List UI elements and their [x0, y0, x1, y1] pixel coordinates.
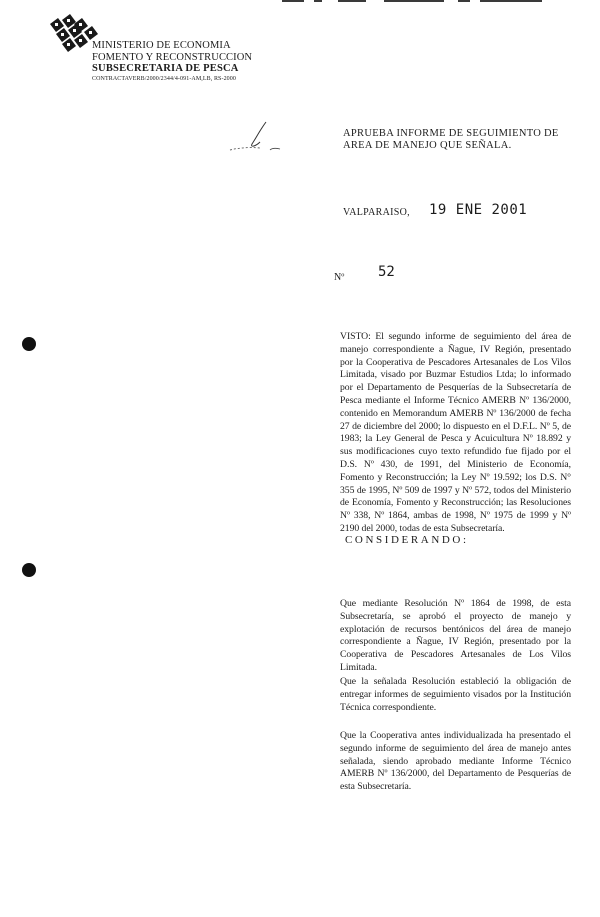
considerando-paragraph-1	[116, 598, 571, 675]
subsecretaria-name: SUBSECRETARIA DE PESCA	[92, 63, 239, 74]
handwritten-initials-icon	[226, 120, 282, 160]
place-label: VALPARAISO,	[343, 207, 410, 218]
subject-line2: AREA DE MANEJO QUE SEÑALA.	[343, 140, 512, 151]
considerando-paragraph-3	[116, 730, 571, 794]
punch-hole-icon	[22, 563, 36, 577]
ministry-name-line2: FOMENTO Y RECONSTRUCCION	[92, 51, 253, 63]
resolution-number-label: Nº	[334, 272, 345, 283]
date-stamp: 19 ENE 2001	[429, 202, 528, 218]
paragraph-text: Que la Cooperativa antes individualizada ha presentado el segundo informe de seguimiento del área de manejo antes señalada, siendo aprobado mediante Informe Técnico AMERB Nº 136/2000, del Departamento de Pesquerías de esta Subsecretaría.	[340, 730, 571, 793]
ministry-name-line1: MINISTERIO DE ECONOMIA	[92, 40, 231, 51]
reference-code: CONTRACTAVERB/2000/2344/4-091-AM,LB, RS-2000	[92, 75, 236, 82]
ministry-header	[92, 40, 292, 83]
resolution-subject	[343, 128, 573, 152]
subject-line1: APRUEBA INFORME DE SEGUIMIENTO DE	[343, 128, 559, 139]
paragraph-text: Que la señalada Resolución estableció la obligación de entregar informes de seguimiento visados por la Institución Técnica correspondiente.	[340, 676, 571, 713]
paragraph-text: Que mediante Resolución Nº 1864 de 1998, de esta Subsecretaría, se aprobó el proyecto de manejo y explotación de recursos bentónicos del área de manejo correspondiente a Ñague, IV Región, presentado por la Cooperativa de Pescadores Artesanales de Los Vilos Limitada.	[340, 598, 571, 673]
fax-header-strip	[0, 0, 600, 3]
considerando-paragraph-2	[116, 676, 571, 714]
resolution-number: 52	[378, 264, 395, 280]
visto-text: VISTO: El segundo informe de seguimiento del área de manejo correspondiente a Ñague, IV Región, presentado por la Cooperativa de Pescadores Artesanales de Los Vilos Limitada, visado por Buzmar Estudios Ltda; lo informado por el Departamento de Pesquerías de la Subsecretaría de Pesca mediante el Informe Técnico AMERB Nº 136/2000, contenido en Memorandum AMERB Nº 136/2000 de fecha 27 de diciembre del 2000; lo dispuesto en el D.F.L. Nº 5, de 1983; la Ley General de Pesca y Acuicultura Nº 18.892 y sus modificaciones cuyo texto refundido fue fijado por el D.S. Nº 430, de 1991, del Ministerio de Economía, Fomento y Reconstrucción; la Ley Nº 19.592; los D.S. N° 355 de 1995, Nº 509 de 1997 y Nº 572, todos del Ministerio de Economía, Fomento y Reconstrucción; las Resoluciones Nº 338, Nº 1864, ambas de 1998, Nº 1975 de 1999 y Nº 2190 del 2000, todas de esta Subsecretaría.	[340, 331, 571, 534]
considerando-heading: CONSIDERANDO:	[345, 534, 469, 546]
visto-paragraph	[116, 331, 571, 536]
punch-hole-icon	[22, 337, 36, 351]
